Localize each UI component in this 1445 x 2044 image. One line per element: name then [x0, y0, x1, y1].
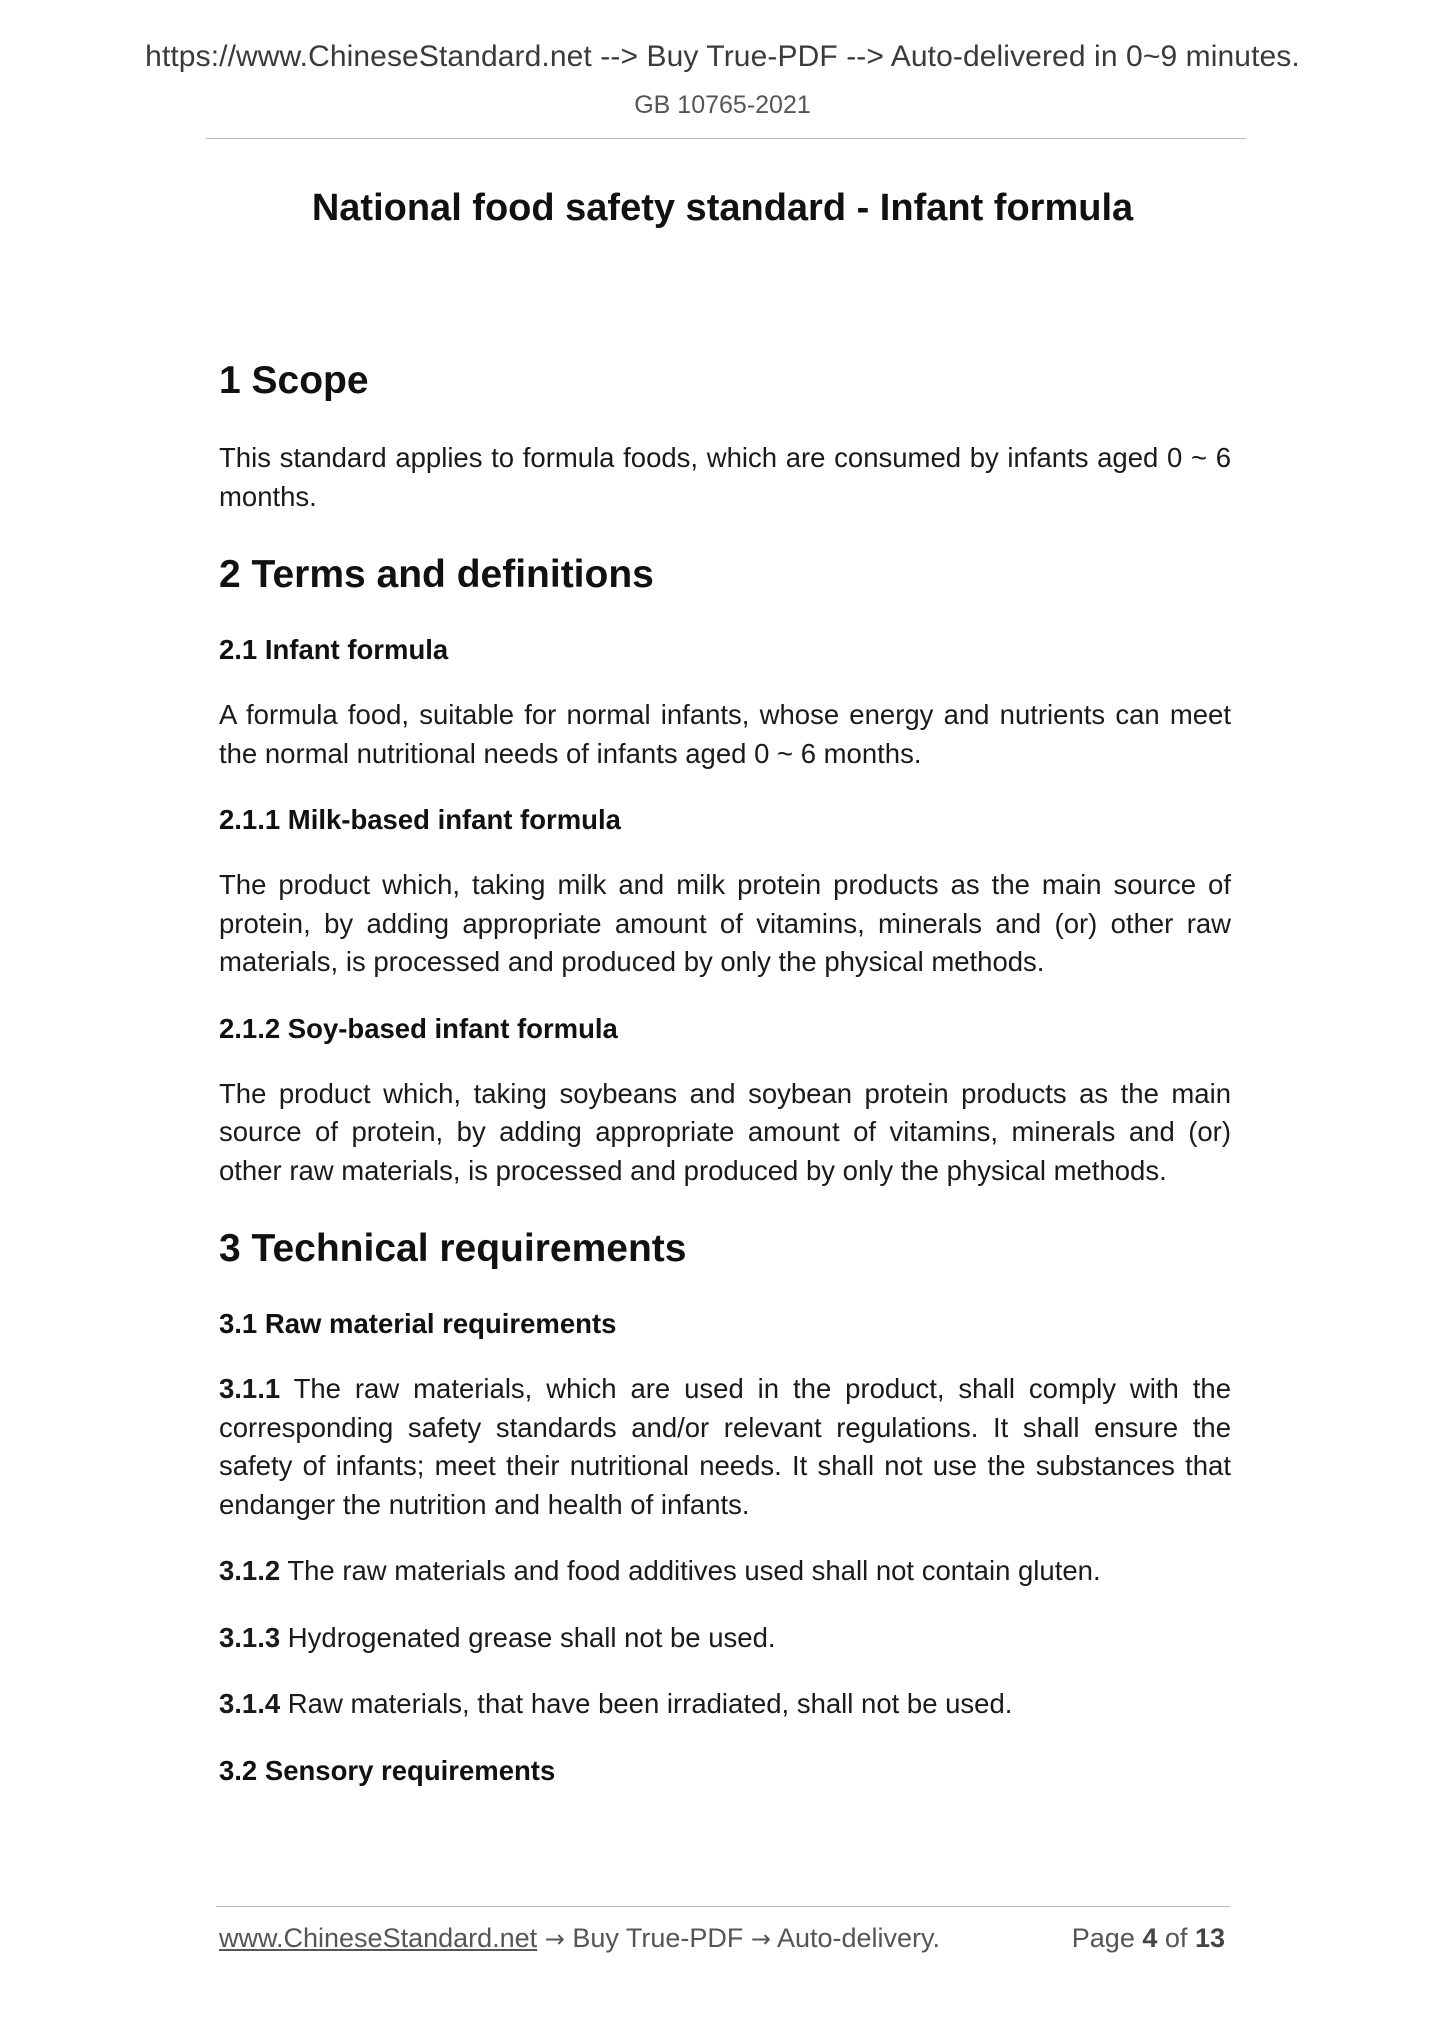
clause-number: 3.1.1 — [219, 1373, 281, 1404]
arrow-right-icon: → — [544, 1925, 565, 1953]
clause-text: Raw materials, that have been irradiated, shall not be used. — [280, 1688, 1013, 1719]
section-3-1-heading: 3.1 Raw material requirements — [219, 1308, 617, 1339]
clause-text: The raw materials and food additives used shall not contain gluten. — [280, 1555, 1101, 1586]
section-3-2-heading: 3.2 Sensory requirements — [219, 1754, 556, 1786]
clause-3-1-1 — [219, 1370, 1231, 1524]
section-2-1-heading: 2.1 Infant formula — [219, 634, 449, 665]
page-indicator — [1072, 1923, 1225, 1954]
section-2-heading: 2 Terms and definitions — [219, 553, 654, 596]
page-total: 13 — [1194, 1923, 1225, 1953]
section-3-heading: 3 Technical requirements — [219, 1227, 687, 1270]
page-label: Page — [1071, 1923, 1135, 1953]
footer-website-link[interactable]: www.ChineseStandard.net — [219, 1923, 538, 1953]
of-label: of — [1164, 1923, 1188, 1953]
footer-buy-text: Buy True-PDF — [564, 1923, 751, 1953]
section-2-1-paragraph: A formula food, suitable for normal infants, whose energy and nutrients can meet the normal nutritional needs of infants aged 0 ~ 6 months. — [219, 699, 1231, 769]
clause-3-1-2 — [219, 1552, 1231, 1591]
section-2-1-1-heading: 2.1.1 Milk-based infant formula — [219, 804, 621, 835]
section-1-paragraph: This standard applies to formula foods, which are consumed by infants aged 0 ~ 6 months. — [219, 442, 1231, 512]
clause-3-1-3 — [219, 1619, 1231, 1658]
document-title: National food safety standard - Infant formula — [311, 187, 1134, 229]
standard-code: GB 10765-2021 — [634, 91, 811, 119]
clause-text: Hydrogenated grease shall not be used. — [280, 1621, 776, 1653]
arrow-right-icon: → — [750, 1925, 771, 1953]
document-body — [219, 355, 1231, 1790]
header-divider — [206, 138, 1246, 139]
page-number: 4 — [1142, 1923, 1158, 1953]
footer-promo — [219, 1923, 940, 1954]
section-2-1-2-heading: 2.1.2 Soy-based infant formula — [219, 1012, 618, 1044]
section-2-1-1-paragraph: The product which, taking milk and milk protein products as the main source of protein, by adding appropriate amount of vitamins, minerals and (or) other raw materials, is processed and produced by only the physical methods. — [219, 869, 1231, 977]
clause-number: 3.1.4 — [219, 1688, 281, 1719]
footer-delivery-text: Auto-delivery. — [770, 1923, 941, 1953]
clause-3-1-4 — [219, 1685, 1231, 1724]
clause-number: 3.1.2 — [219, 1555, 281, 1586]
top-banner: https://www.ChineseStandard.net --> Buy True-PDF --> Auto-delivered in 0~9 minutes. — [145, 40, 1300, 73]
clause-text: The raw materials, which are used in the product, shall comply with the corresponding safety standards and/or relevant regulations. It shall ensure the safety of infants; meet their nutritional needs. It shall not use the substances that endanger the nutrition and health of infants. — [219, 1373, 1231, 1520]
clause-number: 3.1.3 — [219, 1621, 281, 1653]
section-2-1-2-paragraph: The product which, taking soybeans and soybean protein products as the main source of protein, by adding appropriate amount of vitamins, minerals and (or) other raw materials, is processed and produced by only the physical methods. — [219, 1077, 1231, 1186]
footer-divider — [216, 1906, 1230, 1907]
section-1-heading: 1 Scope — [219, 359, 369, 402]
